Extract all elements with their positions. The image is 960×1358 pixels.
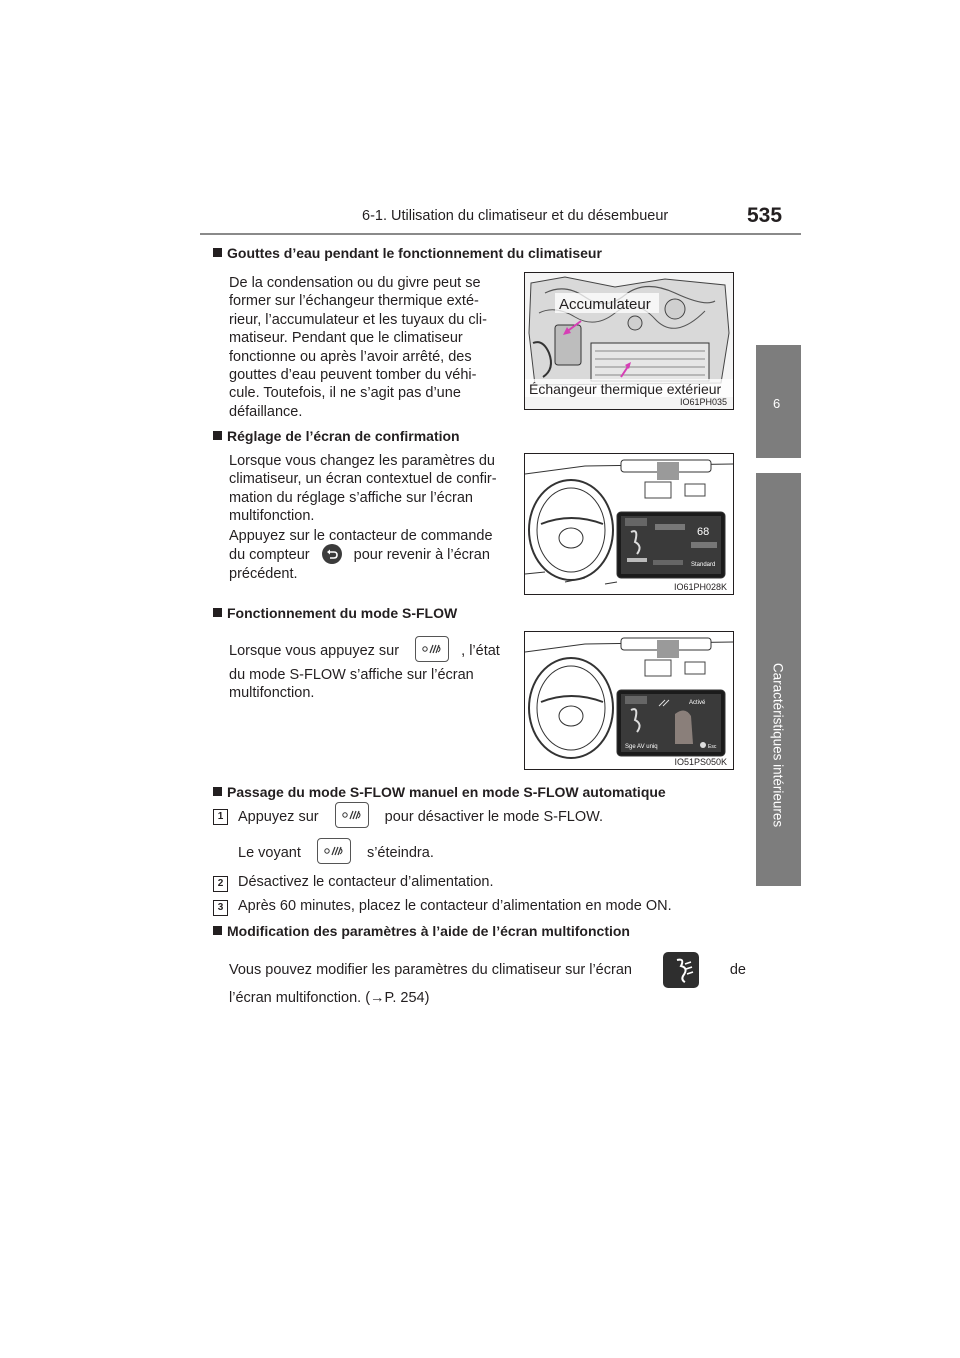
step-1-text: Appuyez sur pour désactiver le mode S-FLOW. [238,804,603,830]
figure-dashboard-sflow [524,631,734,770]
label-accumulator: Accumulateur [559,296,651,313]
screen-exit: Esc [708,744,717,750]
sflow-indicator-icon [317,838,351,864]
multifunction-line-2: l’écran multifonction. (→P. 254) [229,990,430,1006]
section-heading-manual-auto: Passage du mode S-FLOW manuel en mode S-FLOW automatique [213,784,666,800]
side-tab-chapter-number: 6 [773,396,781,411]
figure-engine-bay [524,272,734,410]
paragraph-confirmation-screen: Lorsque vous changez les paramètres du climatiseur, un écran contextuel de confir- mation du réglage s’affiche sur l’écran multifonction. [229,453,497,525]
figure-code: IO61PH035 [679,397,727,407]
climate-screen-icon [663,952,699,988]
section-heading-multifunction: Modification des paramètres à l’aide de l’écran multifonction [213,923,630,939]
sflow-button-icon [415,636,449,662]
step-number-1: 1 [213,809,228,825]
page-number: 535 [747,204,783,227]
figure-dashboard-confirmation [524,453,734,595]
multifunction-line-1: Vous pouvez modifier les paramètres du climatiseur sur l’écran de [229,950,746,990]
paragraph-sflow: Lorsque vous appuyez sur , l’état du mode S-FLOW s’affiche sur l’écran multifonction. [229,638,506,703]
screen-status: Activé [689,700,706,706]
chapter-header-title: 6-1. Utilisation du climatiseur et du désembueur [362,208,669,224]
paragraph-water-drops: De la condensation ou du givre peut se former sur l’échangeur thermique exté- rieur, l’accumulateur et les tuyaux du cli- matiseur. Pendant que le climatiseur fonctionne ou après l’avoir arrêté, des gouttes d’eau peuvent tomber du véhi- cule. Toutefois, il ne s’agit pas d’une défaillance. [229,275,487,420]
label-exchanger: Échangeur thermique extérieur [529,381,722,397]
step-3-text: Après 60 minutes, placez le contacteur d’alimentation en mode ON. [238,898,672,914]
bullet-square-icon [213,608,222,617]
screen-temperature: 68 [697,526,710,538]
paragraph-meter-switch: Appuyez sur le contacteur de commande du compteur pour revenir à l’écran précédent. [229,528,493,583]
figure-code: IO51PS050K [674,757,727,767]
indicator-text: Le voyant s’éteindra. [238,840,434,866]
engine-bay-illustration [525,273,733,409]
step-2-text: Désactivez le contacteur d’alimentation. [238,874,494,890]
bullet-square-icon [213,926,222,935]
bullet-square-icon [213,431,222,440]
side-tab-label: Caractéristiques intérieures [770,662,786,828]
screen-seat: Sge AV uniq [625,744,658,750]
bullet-square-icon [213,787,222,796]
section-heading-confirmation-screen: Réglage de l’écran de confirmation [213,428,460,444]
screen-mode: Standard [691,562,716,568]
dashboard-sflow-illustration [525,632,733,769]
sflow-button-icon [335,802,369,828]
section-heading-water-drops: Gouttes d’eau pendant le fonctionnement du climatiseur [213,245,602,261]
step-number-3: 3 [213,900,228,916]
dashboard-illustration [525,454,733,594]
back-switch-icon [322,544,342,564]
figure-code: IO61PH028K [673,582,727,592]
section-heading-sflow: Fonctionnement du mode S-FLOW [213,605,457,621]
bullet-square-icon [213,248,222,257]
header-divider [200,233,801,235]
step-number-2: 2 [213,876,228,892]
